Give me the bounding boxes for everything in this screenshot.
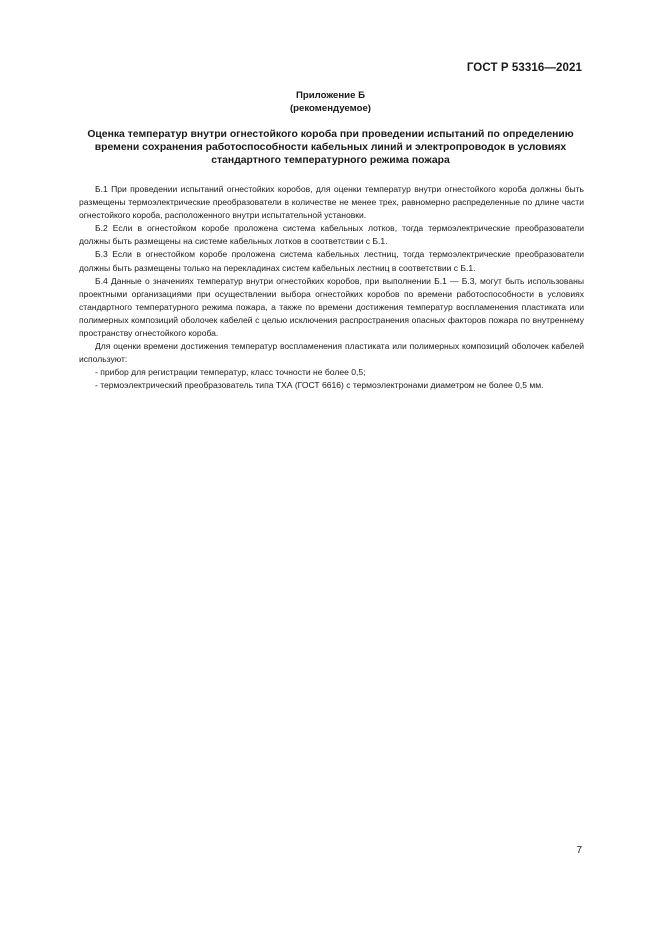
annex-title	[60, 128, 601, 168]
annex-label: Приложение Б	[296, 90, 365, 101]
annex-title-line: Оценка температур внутри огнестойкого короба при проведении испытаний по определению	[87, 129, 574, 140]
paragraph-b2: Б.2 Если в огнестойком коробе проложена система кабельных лотков, тогда термоэлектрические преобразователи должны быть размещены на системе кабельных лотков в соответствии с Б.1.	[79, 223, 584, 247]
annex-title-line: стандартного температурного режима пожара	[211, 155, 450, 167]
paragraph-b1: Б.1 При проведении испытаний огнестойких коробов, для оценки температур внутри огнестойкого короба должны быть размещены термоэлектрические преобразователи в количестве не менее трех, равномерно распределенные по длине части огнестойкого короба, расположенного внутри испытательной установки.	[79, 184, 584, 221]
paragraph-b4: Б.4 Данные о значениях температур внутри огнестойких коробов, при выполнении Б.1 — Б.3, могут быть использованы проектными организациями при осуществлении выбора огнестойких коробов по времени работоспособности в условиях стандартного температурного режима пожара, а также по времени достижения температур воспламенения пластиката или полимерных композиций оболочек кабелей с целью исключения распространения опасных факторов пожара по внутреннему пространству огнестойкого короба.	[79, 275, 584, 339]
annex-heading	[0, 90, 661, 115]
paragraph-instruments-intro: Для оценки времени достижения температур воспламенения пластиката или полимерных композиций оболочек кабелей используют:	[79, 341, 584, 365]
list-item: - прибор для регистрации температур, класс точности не более 0,5;	[95, 367, 366, 378]
list-item: - термоэлектрический преобразователь типа ТХА (ГОСТ 6616) с термоэлектронами диаметром не более 0,5 мм.	[95, 380, 544, 391]
document-body	[79, 183, 584, 393]
annex-type: (рекомендуемое)	[289, 102, 371, 114]
paragraph-b3: Б.3 Если в огнестойком коробе проложена система кабельных лестниц, тогда термоэлектрические преобразователи должны быть размещены только на перекладинах систем кабельных лестниц в соответствии с Б.1.	[79, 249, 584, 273]
page-number: 7	[576, 845, 582, 856]
annex-title-line: времени сохранения работоспособности кабельных линий и электропроводок в условиях	[94, 142, 567, 154]
document-code: ГОСТ Р 53316—2021	[466, 62, 582, 74]
